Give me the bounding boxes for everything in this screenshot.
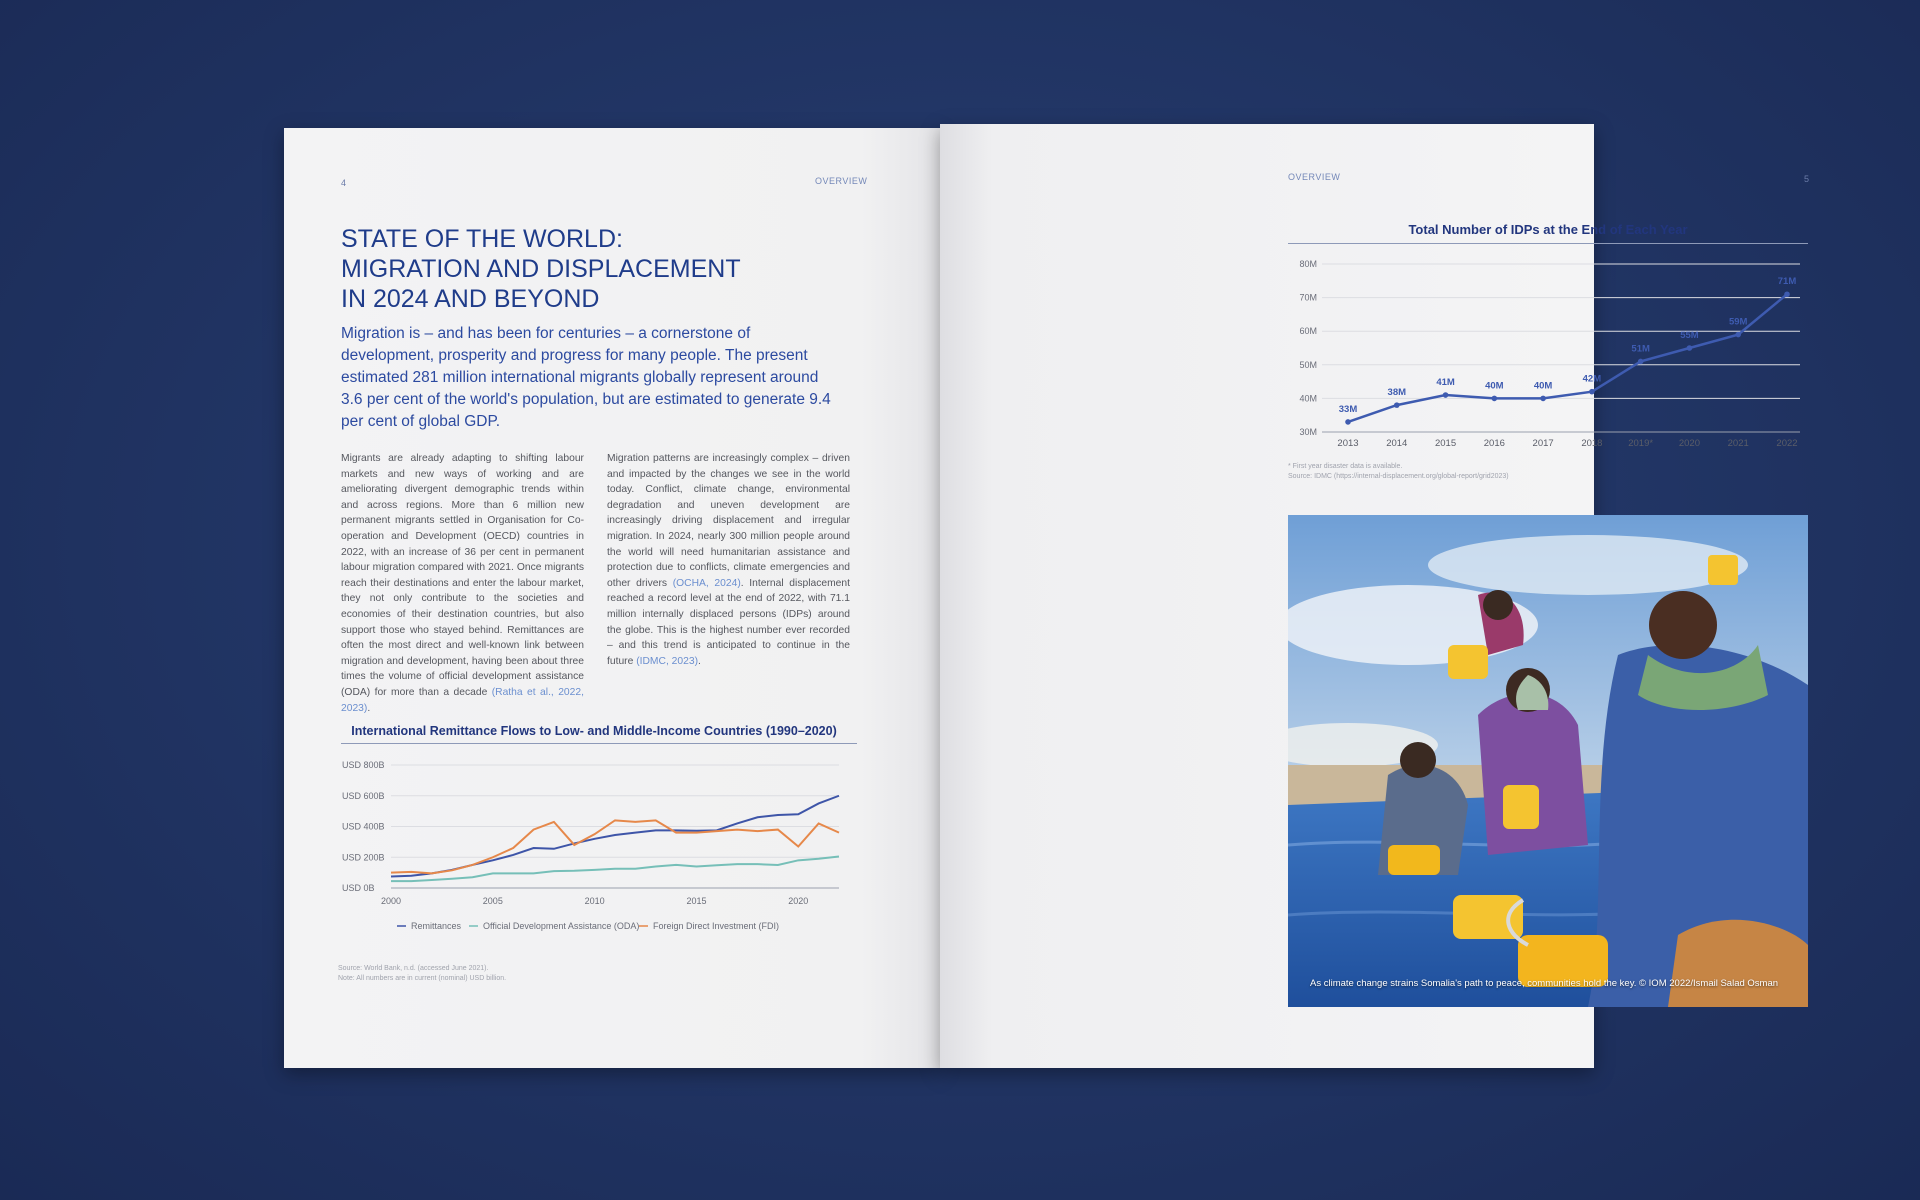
- photo-caption: As climate change strains Somalia's path to peace, communities hold the key. © IOM 2022/Ismail Salad Osman: [1310, 978, 1779, 989]
- chart-source-note: [1288, 462, 1509, 482]
- chart-title-rule: [1288, 243, 1808, 244]
- body-text: . Internal displacement reached a record level at the end of 2022, with 71.1 million internally displaced persons (IDPs) around the globe. This is the highest number ever recorded – and this trend is anticipated to continue in the future: [607, 577, 850, 667]
- y-tick-label: 60M: [1299, 326, 1317, 337]
- data-point: [1492, 396, 1498, 402]
- x-tick-label: 2015: [686, 896, 707, 906]
- data-point: [1394, 402, 1400, 408]
- title-line: MIGRATION AND DISPLACEMENT: [341, 255, 741, 283]
- data-point: [1589, 389, 1595, 395]
- y-tick-label: USD 800B: [342, 760, 385, 770]
- body-text: Migration patterns are increasingly complex – driven and impacted by the changes we see in the world today. Conflict, climate change, environmental degradation and uneven development are increasingly driving displacement and irregular migration. In 2024, nearly 300 million people around the world will need humanitarian assistance and protection due to conflicts, climate emergencies and other drivers: [607, 453, 850, 589]
- x-tick-label: 2020: [788, 896, 809, 906]
- photo: [1288, 515, 1808, 1007]
- left-page: [284, 128, 940, 1068]
- x-tick-label: 2000: [380, 896, 402, 906]
- lead-paragraph: Migration is – and has been for centuries – a cornerstone of development, prosperity and progress for many people. The present estimated 281 million international migrants globally represent around 3.6 per cent of the world's population, but are estimated to generate 9.4 per cent of global GDP.: [341, 325, 831, 430]
- title-line: STATE OF THE WORLD:: [341, 225, 623, 253]
- body-column-2: [607, 451, 850, 669]
- y-tick-label: USD 200B: [342, 852, 385, 863]
- y-tick-label: USD 600B: [342, 790, 385, 801]
- y-tick-label: 80M: [1299, 259, 1317, 269]
- x-tick-label: 2018: [1581, 438, 1603, 447]
- data-point: [1345, 419, 1351, 425]
- legend-label: Remittances: [411, 921, 462, 931]
- y-tick-label: USD 0B: [342, 883, 375, 893]
- body-text: Migrants are already adapting to shifting labour markets and new ways of working and are ameliorating divergent demographic trends within and across regions. More than 6 million new permanent migrants settled in Organisation for Co-operation and Development (OECD) countries in 2022, with an increase of 36 per cent in permanent labour migration compared with 2021. Once migrants reach their destinations and enter the labour market, they not only contribute to the societies and economies of their destination countries, but also support those who stayed behind. Remittances are often the most direct and well-known link between migration and development, having been about three times the volume of official development assistance (ODA) for more than a decade: [341, 453, 584, 698]
- data-label: 33M: [1338, 403, 1358, 415]
- data-label: 71M: [1777, 276, 1797, 288]
- citation-link[interactable]: (Ratha et al., 2022, 2023): [341, 686, 584, 714]
- x-tick-label: 2010: [584, 896, 605, 906]
- body-text: .: [367, 702, 371, 714]
- remittance-chart: [339, 753, 859, 938]
- data-label: 42M: [1582, 373, 1602, 385]
- x-tick-label: 2019*: [1628, 438, 1654, 447]
- source-line: Source: World Bank, n.d. (accessed June 2021).: [338, 965, 489, 972]
- data-label: 51M: [1631, 343, 1650, 355]
- running-head: OVERVIEW: [815, 176, 868, 186]
- data-point: [1443, 392, 1449, 398]
- data-point: [1687, 345, 1693, 351]
- x-tick-label: 2021: [1727, 438, 1749, 447]
- chart-source-note: [338, 964, 506, 984]
- page-number: 5: [1804, 174, 1810, 184]
- running-head: OVERVIEW: [1288, 172, 1341, 182]
- source-line: Source: IDMC (https://internal-displacement.org/global-report/grid2023): [1288, 473, 1509, 480]
- right-page: [940, 124, 1810, 1068]
- footnote: * First year disaster data is available.: [1288, 463, 1403, 470]
- page-title: [341, 224, 901, 314]
- citation-link[interactable]: (IDMC, 2023): [636, 655, 698, 667]
- x-tick-label: 2014: [1386, 438, 1408, 447]
- citation-link[interactable]: (OCHA, 2024): [672, 577, 741, 589]
- chart-title-rule: [341, 743, 857, 744]
- x-tick-label: 2015: [1434, 438, 1457, 447]
- data-label: 40M: [1533, 380, 1553, 392]
- data-point: [1784, 291, 1790, 297]
- data-label: 41M: [1436, 377, 1455, 389]
- body-text: .: [698, 655, 701, 667]
- y-tick-label: USD 400B: [342, 821, 385, 832]
- data-label: 40M: [1485, 380, 1504, 392]
- data-point: [1540, 396, 1546, 402]
- data-label: 59M: [1728, 316, 1748, 328]
- data-point: [1735, 332, 1741, 338]
- y-tick-label: 40M: [1299, 393, 1317, 404]
- legend-label: Foreign Direct Investment (FDI): [653, 921, 780, 931]
- legend-label: Official Development Assistance (ODA): [483, 921, 640, 931]
- title-line: IN 2024 AND BEYOND: [341, 285, 600, 313]
- x-tick-label: 2013: [1337, 438, 1359, 447]
- idp-chart: [1280, 252, 1810, 447]
- idp-chart-title: Total Number of IDPs at the End of Each Year: [1408, 222, 1688, 237]
- report-spread: [284, 124, 1810, 1068]
- remittance-chart-title: International Remittance Flows to Low- and Middle-Income Countries (1990–2020): [351, 724, 837, 738]
- data-label: 38M: [1387, 387, 1407, 399]
- x-tick-label: 2022: [1776, 438, 1798, 447]
- x-tick-label: 2017: [1532, 438, 1554, 447]
- data-label: 55M: [1680, 330, 1699, 341]
- photo-illustration: [1288, 515, 1808, 1007]
- body-column-1: [341, 451, 584, 716]
- y-tick-label: 30M: [1299, 427, 1317, 437]
- idp-line: [1348, 294, 1787, 422]
- x-tick-label: 2020: [1678, 438, 1701, 447]
- data-point: [1638, 359, 1644, 365]
- source-line: Note: All numbers are in current (nominal) USD billion.: [338, 975, 507, 982]
- page-number: 4: [341, 178, 347, 188]
- x-tick-label: 2005: [482, 896, 503, 906]
- y-tick-label: 50M: [1299, 359, 1317, 370]
- x-tick-label: 2016: [1483, 438, 1505, 447]
- y-tick-label: 70M: [1299, 292, 1317, 303]
